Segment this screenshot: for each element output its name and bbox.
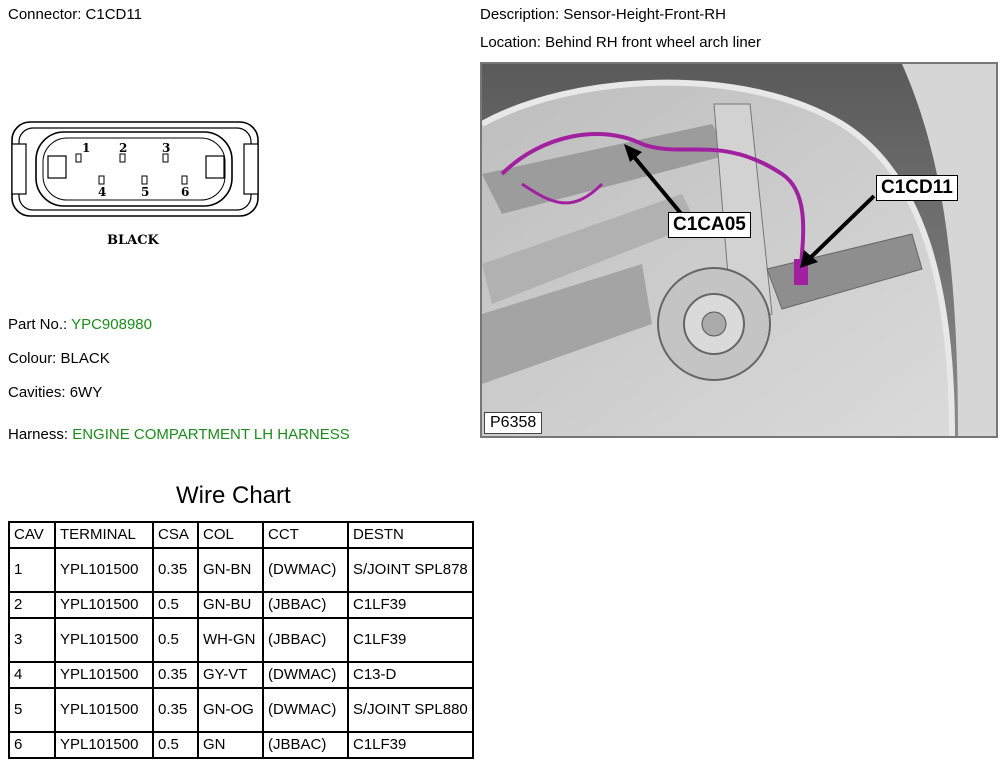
- cell-destn: C1LF39: [348, 592, 473, 618]
- wire-chart-table: [8, 521, 474, 759]
- cell-col: GN-BU: [198, 592, 263, 618]
- pin-number-2: 2: [119, 141, 128, 155]
- cell-col: WH-GN: [198, 618, 263, 662]
- cell-csa: 0.35: [153, 688, 198, 732]
- pin-number-3: 3: [162, 141, 171, 155]
- cell-cav: 4: [9, 662, 55, 688]
- header-cav: CAV: [9, 522, 55, 548]
- cell-cct: (DWMAC): [263, 688, 348, 732]
- harness-label: Harness:: [8, 426, 69, 443]
- connector-title: [8, 6, 142, 23]
- table-row: [9, 592, 473, 618]
- harness: [8, 426, 350, 443]
- colour: [8, 350, 110, 367]
- cell-destn: C1LF39: [348, 732, 473, 758]
- wire-chart-title: Wire Chart: [176, 482, 291, 509]
- location-label: Location:: [480, 34, 541, 51]
- cavities-value: 6WY: [69, 384, 103, 401]
- description-value: Sensor-Height-Front-RH: [563, 6, 726, 23]
- table-row: [9, 662, 473, 688]
- cell-cav: 6: [9, 732, 55, 758]
- connector-face-drawing: [10, 118, 262, 248]
- location-value: Behind RH front wheel arch liner: [545, 34, 762, 51]
- cell-cav: 2: [9, 592, 55, 618]
- location: [480, 34, 761, 51]
- cell-cav: 5: [9, 688, 55, 732]
- cell-col: GN-BN: [198, 548, 263, 592]
- connector-colour-caption: BLACK: [107, 233, 159, 248]
- pin-number-6: 6: [181, 185, 190, 199]
- cell-terminal: YPL101500: [55, 618, 153, 662]
- cell-col: GY-VT: [198, 662, 263, 688]
- connector-value: C1CD11: [85, 6, 142, 23]
- location-illustration: [482, 64, 996, 436]
- connector-label: Connector:: [8, 6, 82, 23]
- cell-cav: 3: [9, 618, 55, 662]
- cell-terminal: YPL101500: [55, 548, 153, 592]
- header-csa: CSA: [153, 522, 198, 548]
- harness-value[interactable]: ENGINE COMPARTMENT LH HARNESS: [72, 426, 350, 443]
- cell-cct: (DWMAC): [263, 548, 348, 592]
- table-row: [9, 548, 473, 592]
- header-col: COL: [198, 522, 263, 548]
- colour-value: BLACK: [60, 350, 110, 367]
- cell-terminal: YPL101500: [55, 592, 153, 618]
- header-terminal: TERMINAL: [55, 522, 153, 548]
- cell-cct: (JBBAC): [263, 618, 348, 662]
- cell-destn: C1LF39: [348, 618, 473, 662]
- description-label: Description:: [480, 6, 560, 23]
- cell-cct: (JBBAC): [263, 732, 348, 758]
- location-photo: [480, 62, 998, 438]
- cell-destn: S/JOINT SPL878: [348, 548, 473, 592]
- part-number-label: Part No.:: [8, 316, 68, 333]
- table-row: [9, 618, 473, 662]
- table-row: [9, 688, 473, 732]
- table-header-row: [9, 522, 473, 548]
- cell-cav: 1: [9, 548, 55, 592]
- cell-csa: 0.5: [153, 732, 198, 758]
- description: [480, 6, 726, 23]
- cell-csa: 0.35: [153, 548, 198, 592]
- cell-destn: C13-D: [348, 662, 473, 688]
- header-cct: CCT: [263, 522, 348, 548]
- cell-cct: (JBBAC): [263, 592, 348, 618]
- cell-terminal: YPL101500: [55, 688, 153, 732]
- cell-cct: (DWMAC): [263, 662, 348, 688]
- cavities: [8, 384, 102, 401]
- part-number: [8, 316, 152, 333]
- cell-csa: 0.35: [153, 662, 198, 688]
- part-number-value[interactable]: YPC908980: [71, 316, 152, 333]
- callout-c1cd11: C1CD11: [876, 175, 958, 201]
- pin-number-1: 1: [82, 141, 91, 155]
- pin-number-4: 4: [98, 185, 107, 199]
- cell-terminal: YPL101500: [55, 662, 153, 688]
- table-row: [9, 732, 473, 758]
- pin-number-5: 5: [141, 185, 150, 199]
- cell-col: GN-OG: [198, 688, 263, 732]
- cell-col: GN: [198, 732, 263, 758]
- cell-terminal: YPL101500: [55, 732, 153, 758]
- cell-destn: S/JOINT SPL880: [348, 688, 473, 732]
- header-destn: DESTN: [348, 522, 473, 548]
- cell-csa: 0.5: [153, 592, 198, 618]
- cavities-label: Cavities:: [8, 384, 66, 401]
- callout-c1ca05: C1CA05: [668, 212, 751, 238]
- colour-label: Colour:: [8, 350, 57, 367]
- cell-csa: 0.5: [153, 618, 198, 662]
- photo-id: P6358: [484, 412, 542, 434]
